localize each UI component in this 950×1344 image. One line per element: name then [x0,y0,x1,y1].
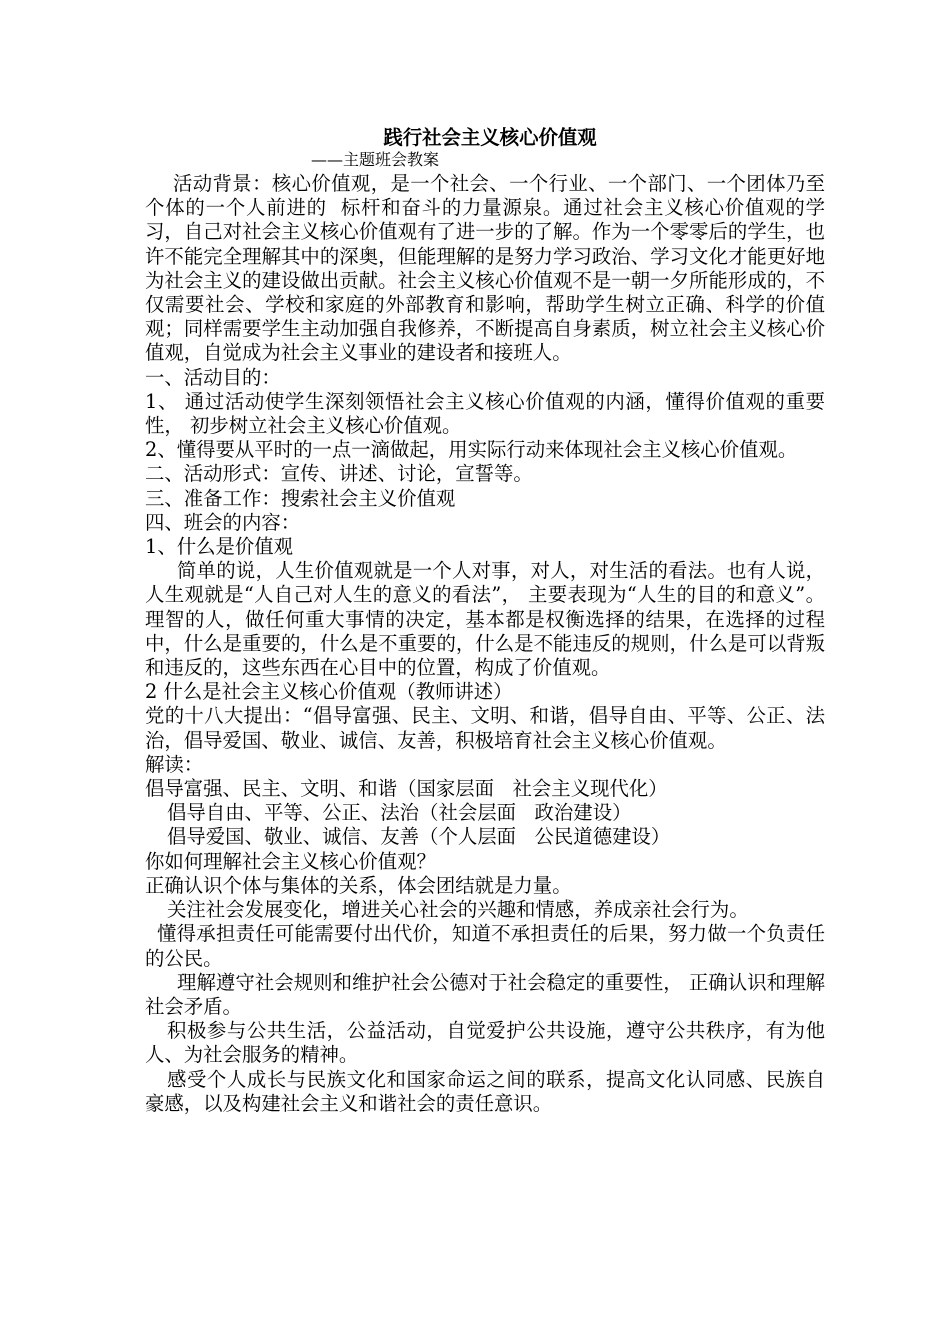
answer-3: 懂得承担责任可能需要付出代价，知道不承担责任的后果，努力做一个负责任的公民。 [145,922,825,970]
section2-heading: 二、活动形式：宣传、讲述、讨论，宣誓等。 [145,462,533,486]
section1-heading: 一、活动目的： [145,365,281,389]
question-2: 2 什么是社会主义核心价值观（教师讲述） [145,680,513,704]
answer-2: 关注社会发展变化，增进关心社会的兴趣和情感，养成亲社会行为。 [167,898,749,922]
section4-heading: 四、班会的内容： [145,510,301,534]
background-paragraph: 活动背景：核心价值观，是一个社会、一个行业、一个部门、一个团体乃至个体的一个人前进的 标杆和奋斗的力量源泉。通过社会主义核心价值观的学习，自己对社会主义核心价值观有了进一步的了解。作为一个零零后的学生，也许不能完全理解其中的深奥，但能理解的是努力学习政治、学习文化才能更好地为社会主义的建设做出贡献。社会主义核心价值观不是一朝一夕所能形成的，不仅需要社会、学校和家庭的外部教育和影响，帮助学生树立正确、科学的价值观；同样需要学生主动加强自我修养，不断提高自身素质，树立社会主义核心价值观，自觉成为社会主义事业的建设者和接班人。 [145,172,825,365]
interpretation-2: 倡导自由、平等、公正、法治（社会层面 政治建设） [167,801,632,825]
goal-2: 2、懂得要从平时的一点一滴做起，用实际行动来体现社会主义核心价值观。 [145,438,798,462]
goal-1: 1、 通过活动使学生深刻领悟社会主义核心价值观的内涵，懂得价值观的重要性， 初步树立社会主义核心价值观。 [145,389,825,438]
question-2-text: 党的十八大提出：“倡导富强、民主、文明、和谐，倡导自由、平等、公正、法治，倡导爱国、敬业、诚信、友善，积极培育社会主义核心价值观。 [145,704,825,752]
document-body [145,126,825,1116]
question-1-answer: 简单的说，人生价值观就是一个人对事，对人，对生活的看法。也有人说，人生观就是“人自己对人生的意义的看法”， 主要表现为“人生的目的和意义”。理智的人，做任何重大事情的决定，基本都是权衡选择的结果，在选择的过程中，什么是重要的，什么是不重要的，什么是不能违反的规则，什么是可以背叛和违反的，这些东西在心目中的位置，构成了价值观。 [145,559,825,680]
answer-1: 正确认识个体与集体的关系，体会团结就是力量。 [145,873,572,897]
answer-4: 理解遵守社会规则和维护社会公德对于社会稳定的重要性， 正确认识和理解社会矛盾。 [145,970,825,1018]
interpretation-1: 倡导富强、民主、文明、和谐（国家层面 社会主义现代化） [145,777,668,801]
interpretation-3: 倡导爱国、敬业、诚信、友善（个人层面 公民道德建设） [167,825,671,849]
answer-5: 积极参与公共生活，公益活动，自觉爱护公共设施，遵守公共秩序，有为他人、为社会服务的精神。 [145,1019,825,1067]
question-1: 1、什么是价值观 [145,535,294,559]
document-subtitle: ——主题班会教案 [311,150,440,169]
question-3: 你如何理解社会主义核心价值观？ [145,849,436,873]
answer-6: 感受个人成长与民族文化和国家命运之间的联系，提高文化认同感、民族自豪感，以及构建社会主义和谐社会的责任意识。 [145,1067,825,1115]
interpretation-label: 解读： [145,752,204,776]
section3-heading: 三、准备工作：搜索社会主义价值观 [145,486,456,510]
document-title: 践行社会主义核心价值观 [383,126,597,149]
